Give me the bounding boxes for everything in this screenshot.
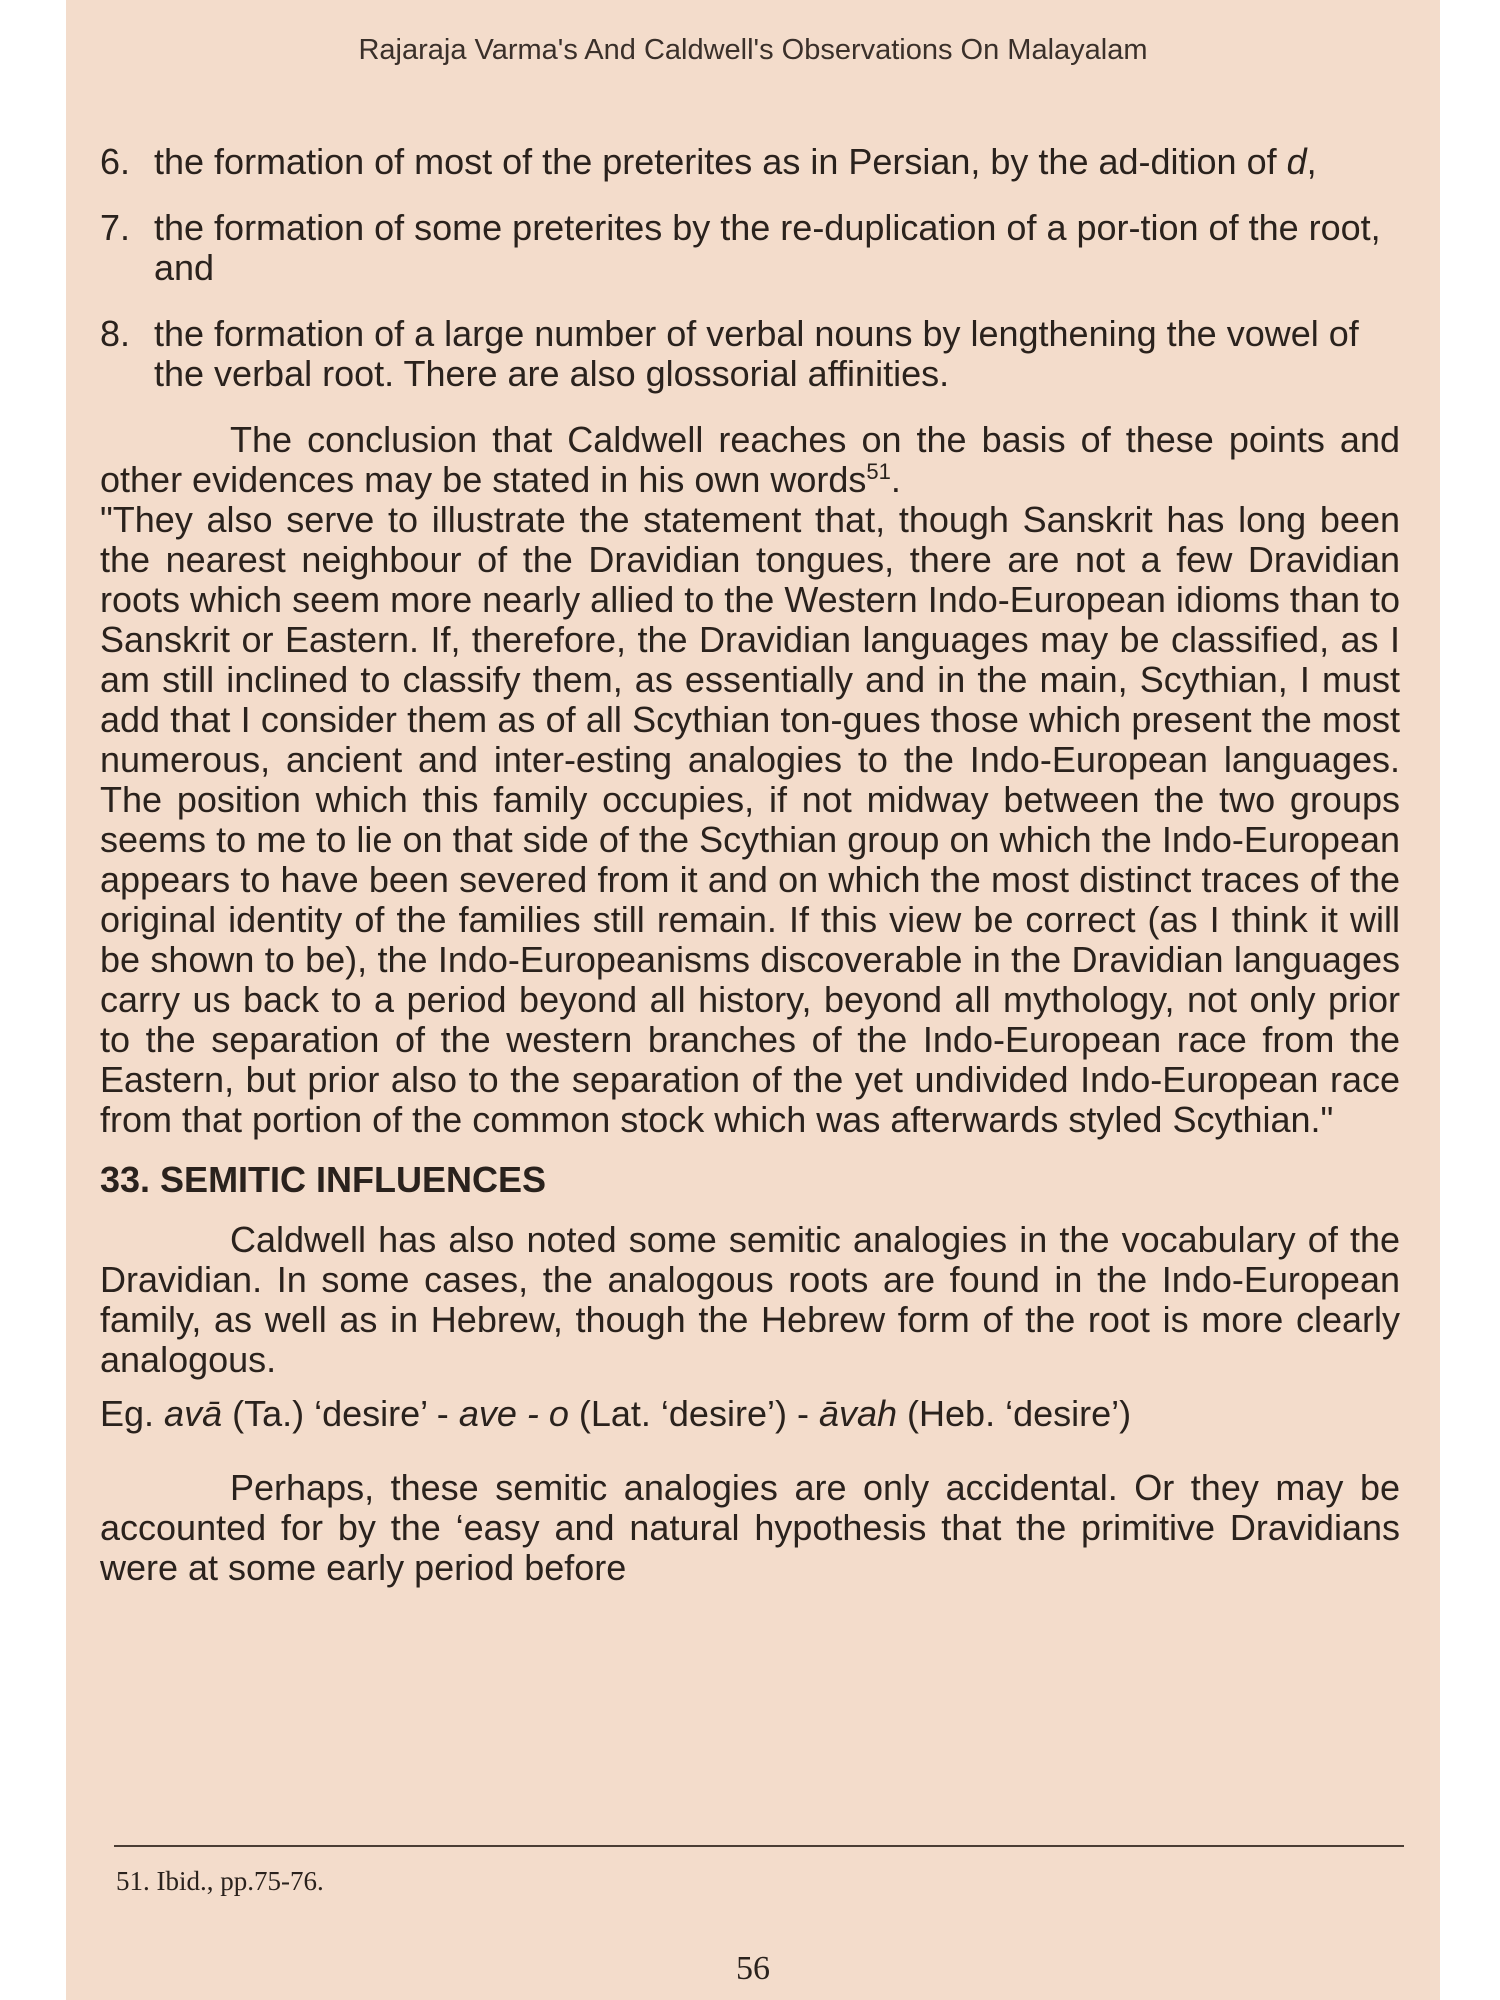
list-item <box>100 142 1400 182</box>
list-item <box>100 208 1400 288</box>
paragraph-conclusion: The conclusion that Caldwell reaches on the basis of these points and other evidences may be stated in his own words$^{51}$. <box>100 419 1400 500</box>
footnote-divider <box>114 1845 1404 1847</box>
running-head: Rajaraja Varma's And Caldwell's Observations On Malayalam <box>358 34 1148 66</box>
paragraph-semitic: Caldwell has also noted some semitic analogies in the vocabulary of the Dravidian. In some cases, the analogous roots are found in the Indo-European family, as well as in Hebrew, though the Hebrew form of the root is more clearly analogous. <box>100 1219 1400 1380</box>
example-line: Eg. avā (Ta.) ‘desire’ - ave - o (Lat. ‘desire’) - āvah (Heb. ‘desire’) <box>100 1393 1132 1434</box>
italic-d: d <box>1286 141 1307 182</box>
footnote: 51. Ibid., pp.75-76. <box>116 1866 324 1896</box>
list-text: the formation of some preterites by the re-duplication of a por-tion of the root, and <box>154 207 1381 288</box>
list-number: 7. <box>100 207 131 248</box>
page-body <box>100 142 1400 1588</box>
list-number: 8. <box>100 313 131 354</box>
page-number: 56 <box>736 1950 770 1987</box>
caldwell-quote: "They also serve to illustrate the statement that, though Sanskrit has long been the nearest neighbour of the Dravidian tongues, there are not a few Dravidian roots which seem more nearly allied to the Western Indo-European idioms than to Sanskrit or Eastern. If, therefore, the Dravidian languages may be classified, as I am still inclined to classify them, as essentially and in the main, Scythian, I must add that I consider them as of all Scythian ton-gues those which present the most numerous, ancient and inter-esting analogies to the Indo-European languages. The position which this family occupies, if not midway between the two groups seems to me to lie on that side of the Scythian group on which the Indo-European appears to have been severed from it and on which the most distinct traces of the original identity of the families still remain. If this view be correct (as I think it will be shown to be), the Indo-Europeanisms discoverable in the Dravidian languages carry us back to a period beyond all history, beyond all mythology, not only prior to the separation of the western branches of the Indo-European race from the Eastern, but prior also to the separation of the yet undivided Indo-European race from that portion of the common stock which was afterwards styled Scythian." <box>100 499 1401 1140</box>
book-page <box>66 0 1440 2000</box>
paragraph-perhaps: Perhaps, these semitic analogies are only accidental. Or they may be accounted for by the ‘easy and natural hypothesis that the primitive Dravidians were at some early period before <box>100 1467 1400 1588</box>
section-heading: 33. SEMITIC INFLUENCES <box>100 1159 547 1200</box>
footnote-ref: 51 <box>866 459 891 484</box>
list-text: the formation of most of the preterites as in Persian, by the ad-dition of d, <box>154 141 1317 182</box>
list-item <box>100 314 1400 394</box>
list-number: 6. <box>100 141 131 182</box>
list-text: the formation of a large number of verbal nouns by lengthening the vowel of the verbal root. There are also glossorial affinities. <box>154 313 1359 394</box>
